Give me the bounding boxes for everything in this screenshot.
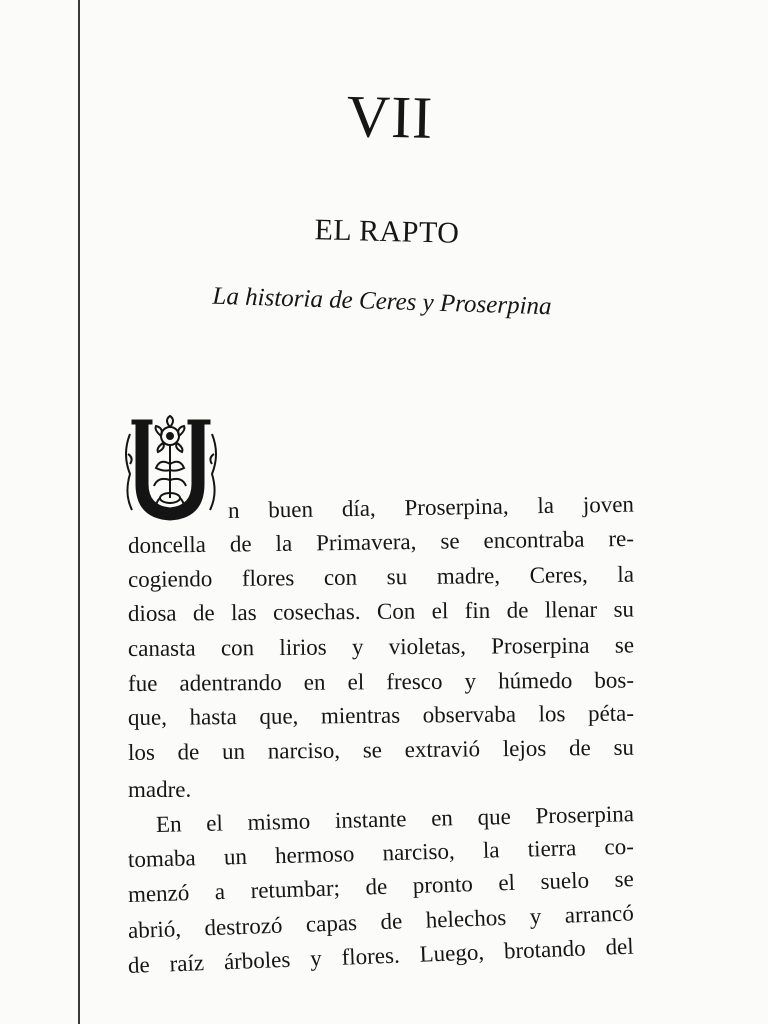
page-binding-edge [78, 0, 80, 1024]
text-line: madre. [128, 777, 192, 802]
text-line: n buen día, Proserpina, la joven [227, 491, 635, 523]
text-line: de raíz árboles y flores. Luego, brotando del [127, 933, 635, 978]
text-line: que, hasta que, mientras observaba los péta- [127, 700, 635, 730]
text-line: diosa de las cosechas. Con el fin de llenar su [127, 596, 635, 626]
text-line: cogiendo flores con su madre, Ceres, la [127, 561, 635, 592]
ornamental-drop-cap-u [120, 414, 222, 522]
text-line: abrió, destrozó capas de helechos y arrancó [127, 900, 635, 943]
text-line: fue adentrando en el fresco y húmedo bos- [127, 667, 635, 696]
chapter-number: VII [346, 83, 434, 151]
chapter-subtitle: La historia de Ceres y Proserpina [212, 282, 552, 321]
text-line: En el mismo instante en que Proserpina [155, 801, 635, 837]
text-line: menzó a retumbar; de pronto el suelo se [127, 866, 635, 907]
chapter-title: EL RAPTO [314, 213, 460, 250]
text-line: los de un narciso, se extravió lejos de su [127, 734, 635, 765]
text-line: tomaba un hermoso narciso, la tierra co- [127, 833, 635, 872]
text-line: canasta con lirios y violetas, Proserpina se [127, 632, 635, 661]
text-line: doncella de la Primavera, se encontraba re- [127, 525, 635, 558]
